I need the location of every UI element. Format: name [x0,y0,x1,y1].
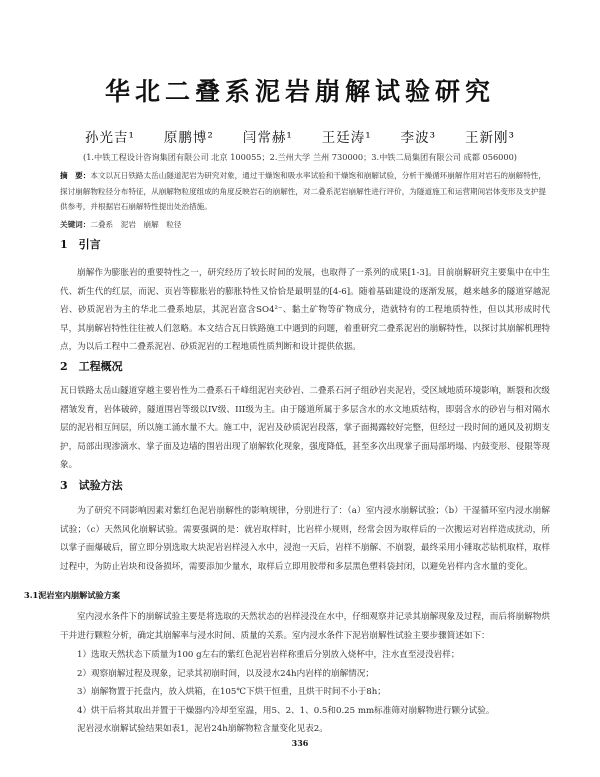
subsection-heading: 3.1泥岩室内崩解试验方案 [24,590,121,600]
procedure-step: 2）观察崩解过程及现象，记录其初崩时间，以及浸水24h内岩样的崩解情况； [77,668,374,679]
section-heading-engineering-overview: 2 工程概况 [60,360,123,373]
procedure-steps [60,646,550,739]
section-2-paragraph: 瓦日铁路太岳山隧道穿越主要岩性为二叠系石千峰组泥岩夹砂岩、二叠系石河子组砂岩夹泥岩，受区域地质环境影响，断裂和次级褶皱发育，岩体破碎，隧道围岩等级以IV级、III级为主。由于隧道所属于多层含水的水文地质结构，即弱含水的砂岩与相对隔水层的泥岩相互间层，所以施工涌水量不大。施工中，泥岩及砂质泥岩段落，掌子面揭露较好完整，但经过一段时间的通风及初期支护，局部出现渗滴水、掌子面及边墙的围岩出现了崩解软化现象，强度降低，甚至多次出现掌子面局部坍塌、内鼓变形、侵限等现象。 [60,386,550,471]
abstract-text: 本文以瓦日铁路太岳山隧道泥岩为研究对象，通过干燥饱和吸水率试验和干燥饱和崩解试验，分析干燥循环崩解作用对岩石的崩解特性，探讨崩解物粒径分布特征，从崩解物粒度组成的角度反映岩石的崩解性，对二叠系泥岩崩解性进行评价，为隧道施工和运营期间岩体变形及支护提供参考，并根据岩石崩解特性提出处治措施。 [60,171,546,211]
section-heading-introduction: 1 引言 [60,238,101,251]
procedure-step: 1）选取天然状态下质量为100 g左右的紫红色泥岩岩样称重后分别放入烧杯中，注水直至浸没岩样； [77,650,460,660]
procedure-step: 3）崩解物置于托盘内，放入烘箱，在105℃下烘干恒重，且烘干时间不小于8h； [77,687,386,697]
author-list: 孙光吉¹ 原鹏博² 闫常赫¹ 王廷涛¹ 李波³ 王新刚³ [85,130,515,146]
page-number: 336 [291,738,309,748]
keywords-label: 关键词： [60,220,91,229]
section-3-paragraph: 为了研究不同影响因素对紫红色泥岩崩解性的影响规律，分别进行了：（a）室内浸水崩解试验；（b）干湿循环室内浸水崩解试验；（c）天然风化崩解试验。需要强调的是：就岩取样时，比岩样小规则，经常会因为取样后的一次搬运对岩样造成扰动，所以掌子面爆破后，留立即分别选取大块泥岩岩样浸入水中，浸泡一天后，岩样不崩解、不崩裂，最终采用小锤取芯钻机取样，取样过程中，为防止岩块和设备损坏，需要添加少量水，取样后立即用胶带和多层黑色塑料袋封闭，以避免岩样内含水量的变化。 [60,506,550,572]
abstract-label: 摘 要： [60,171,91,180]
paper-title: 华北二叠系泥岩崩解试验研究 [104,77,495,106]
subsection-intro: 室内浸水条件下的崩解试验主要是将选取的天然状态的岩样浸没在水中，仔细观察并记录其崩解现象及过程，而后将崩解物烘干并进行颗粒分析，确定其崩解率与浸水时间、质量的关系。室内浸水条件下泥岩崩解性试验主要步骤简述如下： [60,612,550,641]
section-heading-test-method: 3 试验方法 [60,479,123,492]
procedure-step: 4）烘干后将其取出并置于干燥器内冷却至室温，用5、2、1、0.5和0.25 mm标准筛对崩解物进行颗分试验。 [77,705,495,716]
section-1-paragraph: 崩解作为膨胀岩的重要特性之一，研究经历了较长时间的发展，也取得了一系列的成果[1-3]。目前崩解研究主要集中在中生代、新生代的红层，而泥、页岩等膨胀岩的膨胀特性又恰恰是最明显的[4-6]。随着基础建设的逐渐发展，越来越多的隧道穿越泥岩、砂质泥岩为主的华北二叠系地层，其泥岩富含SO4²⁻、黏土矿物等矿物成分，造就特有的工程地质特性，但以其形成时代早，其崩解岩特性往往被人们忽略。本文结合瓦日铁路施工中遇到的问题，着重研究二叠系泥岩的崩解特性，以探讨其崩解机理特点，为以后工程中二叠系泥岩、砂质泥岩的工程地质性质判断和设计提供依据。 [60,268,551,353]
affiliations: (1.中铁工程设计咨询集团有限公司 北京 100055；2.兰州大学 兰州 730000；3.中铁二局集团有限公司 成都 056000) [83,152,517,162]
procedure-closing: 泥岩浸水崩解试验结果如表1，泥岩24h崩解物粒含量变化见表2。 [77,724,328,734]
keywords-text: 二叠系 泥岩 崩解 粒径 [90,220,182,229]
keywords [60,219,546,230]
abstract [60,168,546,215]
